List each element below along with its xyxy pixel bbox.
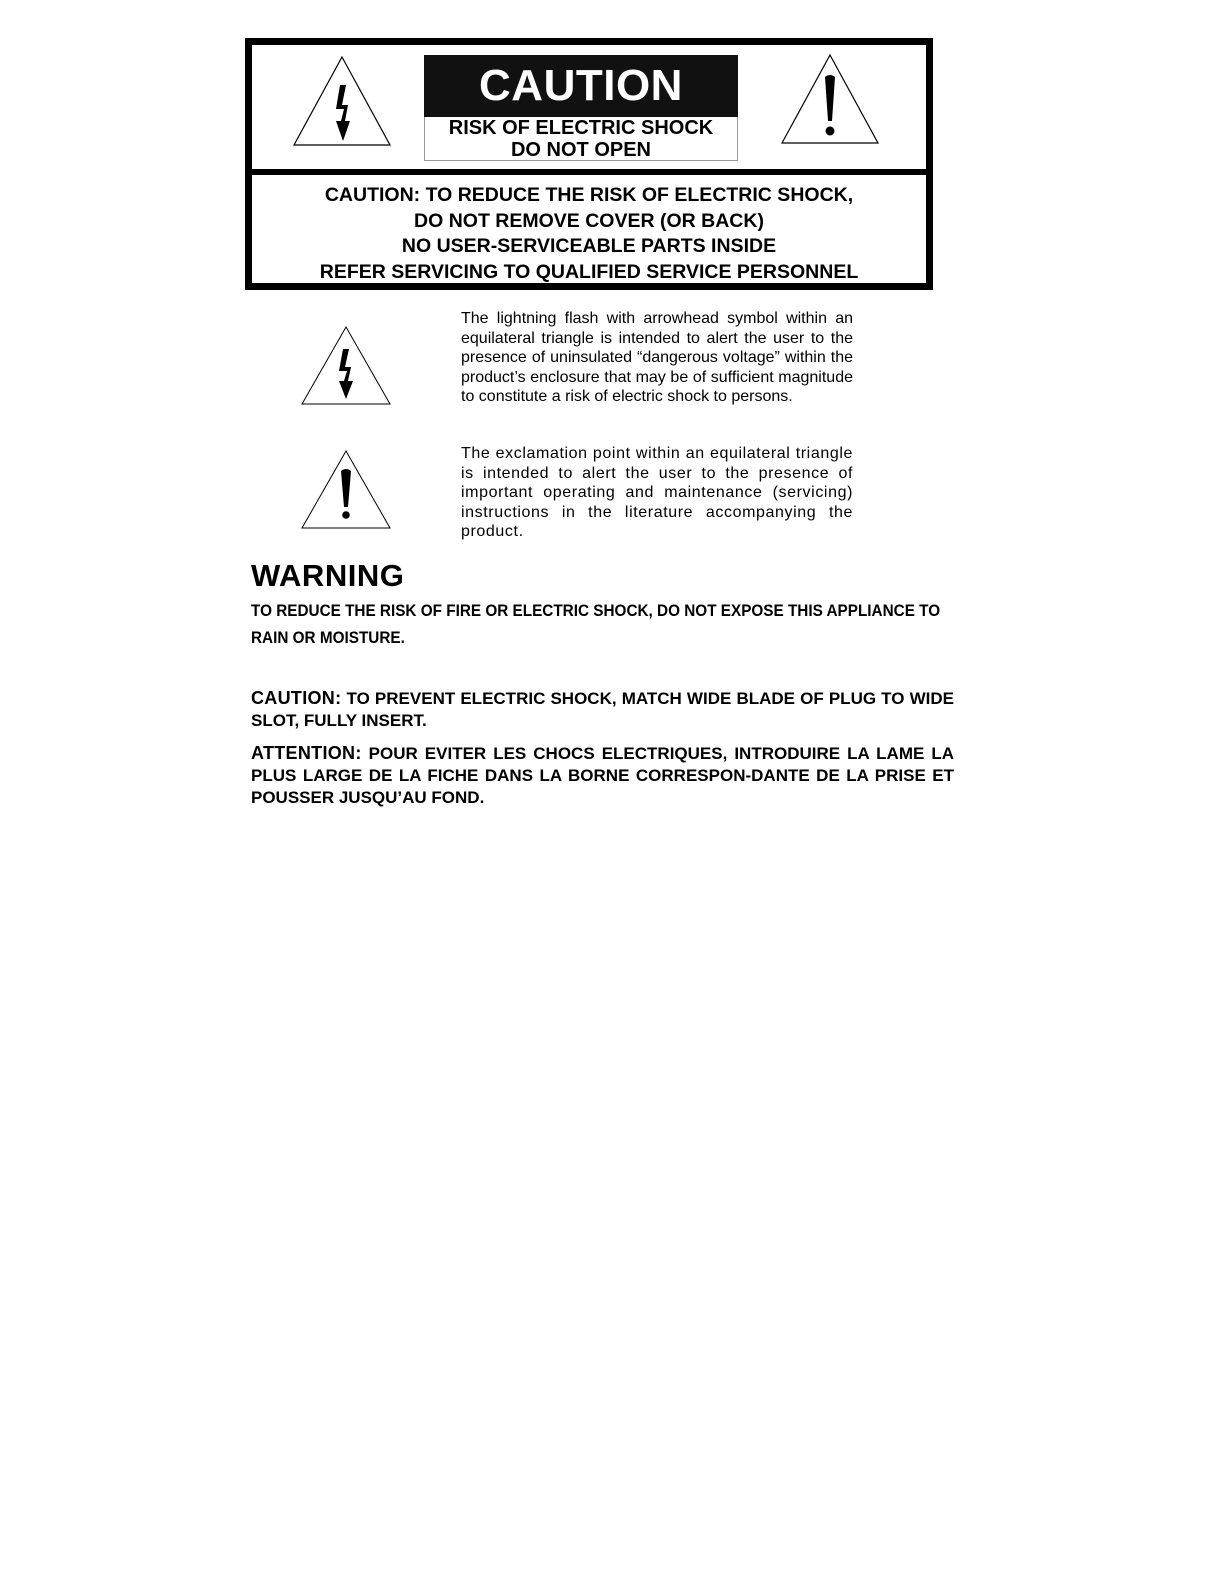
lightning-triangle-icon bbox=[299, 325, 393, 407]
caution-label-box bbox=[245, 38, 933, 290]
plug-attention-lead: ATTENTION: bbox=[251, 743, 362, 763]
caution-instruction-line: CAUTION: TO REDUCE THE RISK OF ELECTRIC SHOCK, bbox=[324, 184, 854, 206]
plug-attention-body: POUR EVITER LES CHOCS ELECTRIQUES, INTRODUIRE LA LAME LA PLUS LARGE DE LA FICHE DANS LA BORNE CORRESPON-DANTE DE LA PRISE ET POUSSER JUSQU’AU FOND. bbox=[251, 744, 954, 807]
plug-caution-lead: CAUTION: bbox=[251, 688, 342, 708]
caution-divider bbox=[252, 169, 926, 175]
plug-attention-notice bbox=[251, 742, 954, 809]
caution-subtitle-line-2: DO NOT OPEN bbox=[510, 139, 651, 161]
caution-subtitle bbox=[424, 117, 738, 161]
caution-title: CAUTION bbox=[424, 55, 738, 117]
caution-instruction-line: REFER SERVICING TO QUALIFIED SERVICE PERSONNEL bbox=[319, 260, 859, 283]
exclamation-triangle-icon bbox=[299, 449, 393, 531]
warning-body: TO REDUCE THE RISK OF FIRE OR ELECTRIC SHOCK, DO NOT EXPOSE THIS APPLIANCE TO RAIN OR MOISTURE. bbox=[251, 601, 941, 647]
plug-caution-body: TO PREVENT ELECTRIC SHOCK, MATCH WIDE BLADE OF PLUG TO WIDE SLOT, FULLY INSERT. bbox=[251, 689, 954, 730]
caution-subtitle-line-1: RISK OF ELECTRIC SHOCK bbox=[448, 117, 714, 139]
plug-caution-notice bbox=[251, 687, 954, 732]
caution-instruction-line: DO NOT REMOVE COVER (OR BACK) bbox=[414, 209, 764, 232]
exclamation-triangle-icon bbox=[778, 51, 882, 147]
caution-instruction-line: NO USER-SERVICEABLE PARTS INSIDE bbox=[401, 235, 777, 257]
exclamation-symbol-description: The exclamation point within an equilateral triangle is intended to alert the user to the presence of important operating and maintenance (servicing) instructions in the literature accompanying the product. bbox=[461, 445, 853, 541]
lightning-triangle-icon bbox=[290, 53, 394, 149]
caution-instructions bbox=[252, 183, 926, 285]
caution-label bbox=[424, 55, 738, 161]
lightning-symbol-description: The lightning flash with arrowhead symbol within an equilateral triangle is intended to alert the user to the presence of uninsulated “dangerous voltage” within the product’s enclosure that may be of sufficient magnitude to constitute a risk of electric shock to persons. bbox=[461, 310, 853, 406]
warning-heading: WARNING bbox=[251, 558, 405, 593]
